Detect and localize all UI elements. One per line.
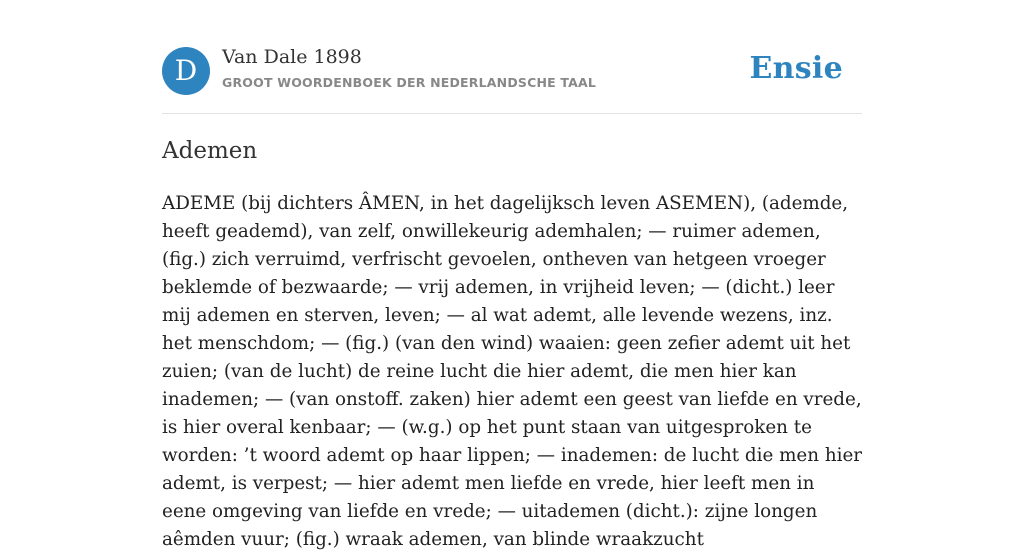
header-divider [162, 113, 862, 114]
entry-title: Ademen [162, 138, 258, 164]
dictionary-subtitle: GROOT WOORDENBOEK DER NEDERLANDSCHE TAAL [222, 75, 597, 90]
site-header [162, 46, 862, 96]
dictionary-title[interactable]: Van Dale 1898 [222, 46, 362, 68]
dictionary-logo-icon[interactable]: D [162, 47, 210, 95]
brand-logo[interactable]: Ensie [749, 51, 843, 86]
entry-definition: ADEME (bij dichters ÂMEN, in het dagelijksch leven ASEMEN), (ademde, heeft geademd), van zelf, onwillekeurig ademhalen; — ruimer ademen, (fig.) zich verruimd, verfrischt gevoelen, ontheven van hetgeen vroeger beklemde of bezwaarde; — vrij ademen, in vrijheid leven; — (dicht.) leer mij ademen en sterven, leven; — al wat ademt, alle levende wezens, inz. het menschdom; — (fig.) (van den wind) waaien: geen zefier ademt uit het zuien; (van de lucht) de reine lucht die hier ademt, die men hier kan inademen; — (van onstoff. zaken) hier ademt een geest van liefde en vrede, is hier overal kenbaar; — (w.g.) op het punt staan van uitgesproken te worden: ’t woord ademt op haar lippen; — inademen: de lucht die men hier ademt, is verpest; — hier ademt men liefde en vrede, hier leeft men in eene omgeving van liefde en vrede; — uitademen (dicht.): zijne longen aêmden vuur; (fig.) wraak ademen, van blinde wraakzucht [162, 193, 863, 550]
